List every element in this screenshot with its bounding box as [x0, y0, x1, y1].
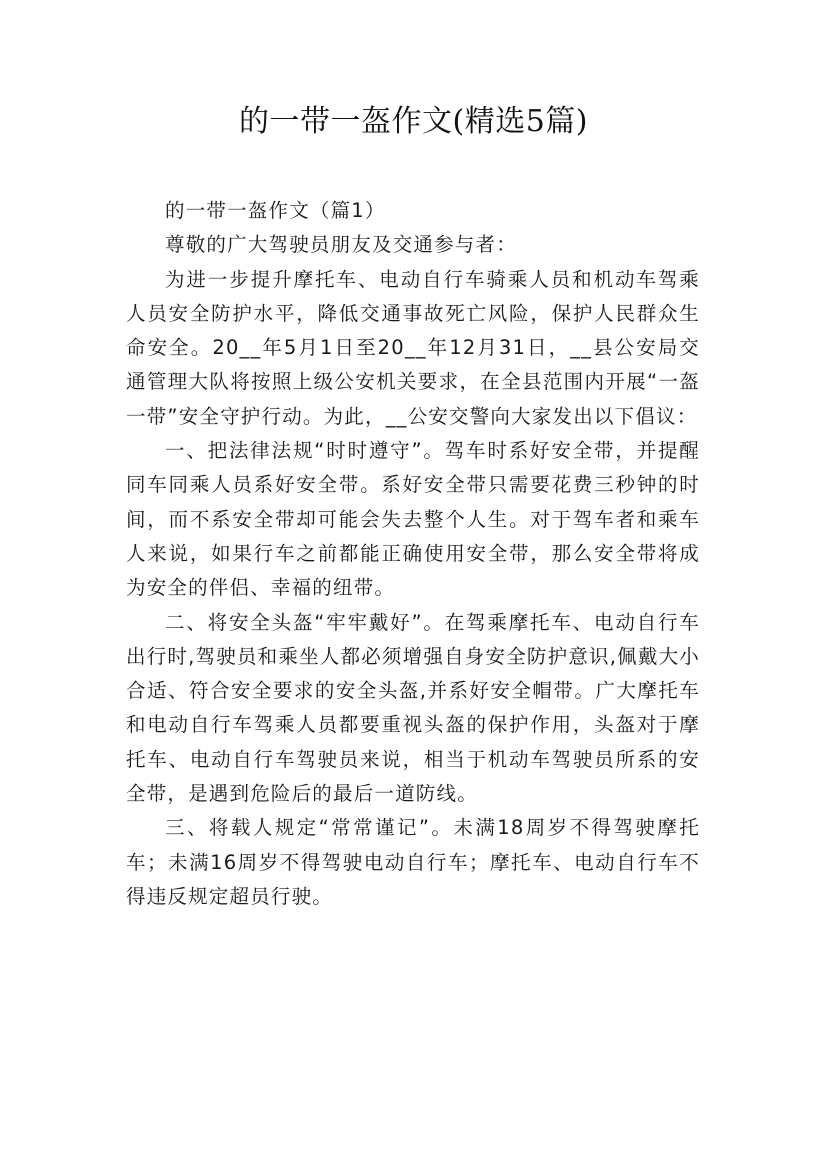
- item-paragraph-3: 三、将载人规定“常常谨记”。未满18周岁不得驾驶摩托车；未满16周岁不得驾驶电动自行车；摩托车、电动自行车不得违反规定超员行驶。: [126, 816, 700, 908]
- salutation: 尊敬的广大驾驶员朋友及交通参与者：: [165, 233, 517, 257]
- document-body: [126, 194, 700, 914]
- item-paragraph-2: 二、将安全头盔“牢牢戴好”。在驾乘摩托车、电动自行车出行时,驾驶员和乘坐人都必须增强自身安全防护意识,佩戴大小合适、符合安全要求的安全头盔,并系好安全帽带。广大摩托车和电动自行车驾乘人员都要重视头盔的保护作用，头盔对于摩托车、电动自行车驾驶员来说，相当于机动车驾驶员所系的安全带，是遇到危险后的最后一道防线。: [126, 610, 700, 806]
- document-title: 的一带一盔作文(精选5篇): [239, 104, 588, 139]
- intro-paragraph: 为进一步提升摩托车、电动自行车骑乘人员和机动车驾乘人员安全防护水平，降低交通事故死亡风险，保护人民群众生命安全。20__年5月1日至20__年12月31日，__县公安局交通管理大队将按照上级公安机关要求，在全县范围内开展“一盔一带”安全守护行动。为此，__公安交警向大家发出以下倡议：: [126, 267, 700, 428]
- item-paragraph-1: 一、把法律法规“时时遵守”。驾车时系好安全带，并提醒同车同乘人员系好安全带。系好安全带只需要花费三秒钟的时间，而不系安全带却可能会失去整个人生。对于驾车者和乘车人来说，如果行车之前都能正确使用安全带，那么安全带将成为安全的伴侣、幸福的纽带。: [126, 439, 700, 600]
- section-heading: 的一带一盔作文（篇1）: [165, 199, 386, 222]
